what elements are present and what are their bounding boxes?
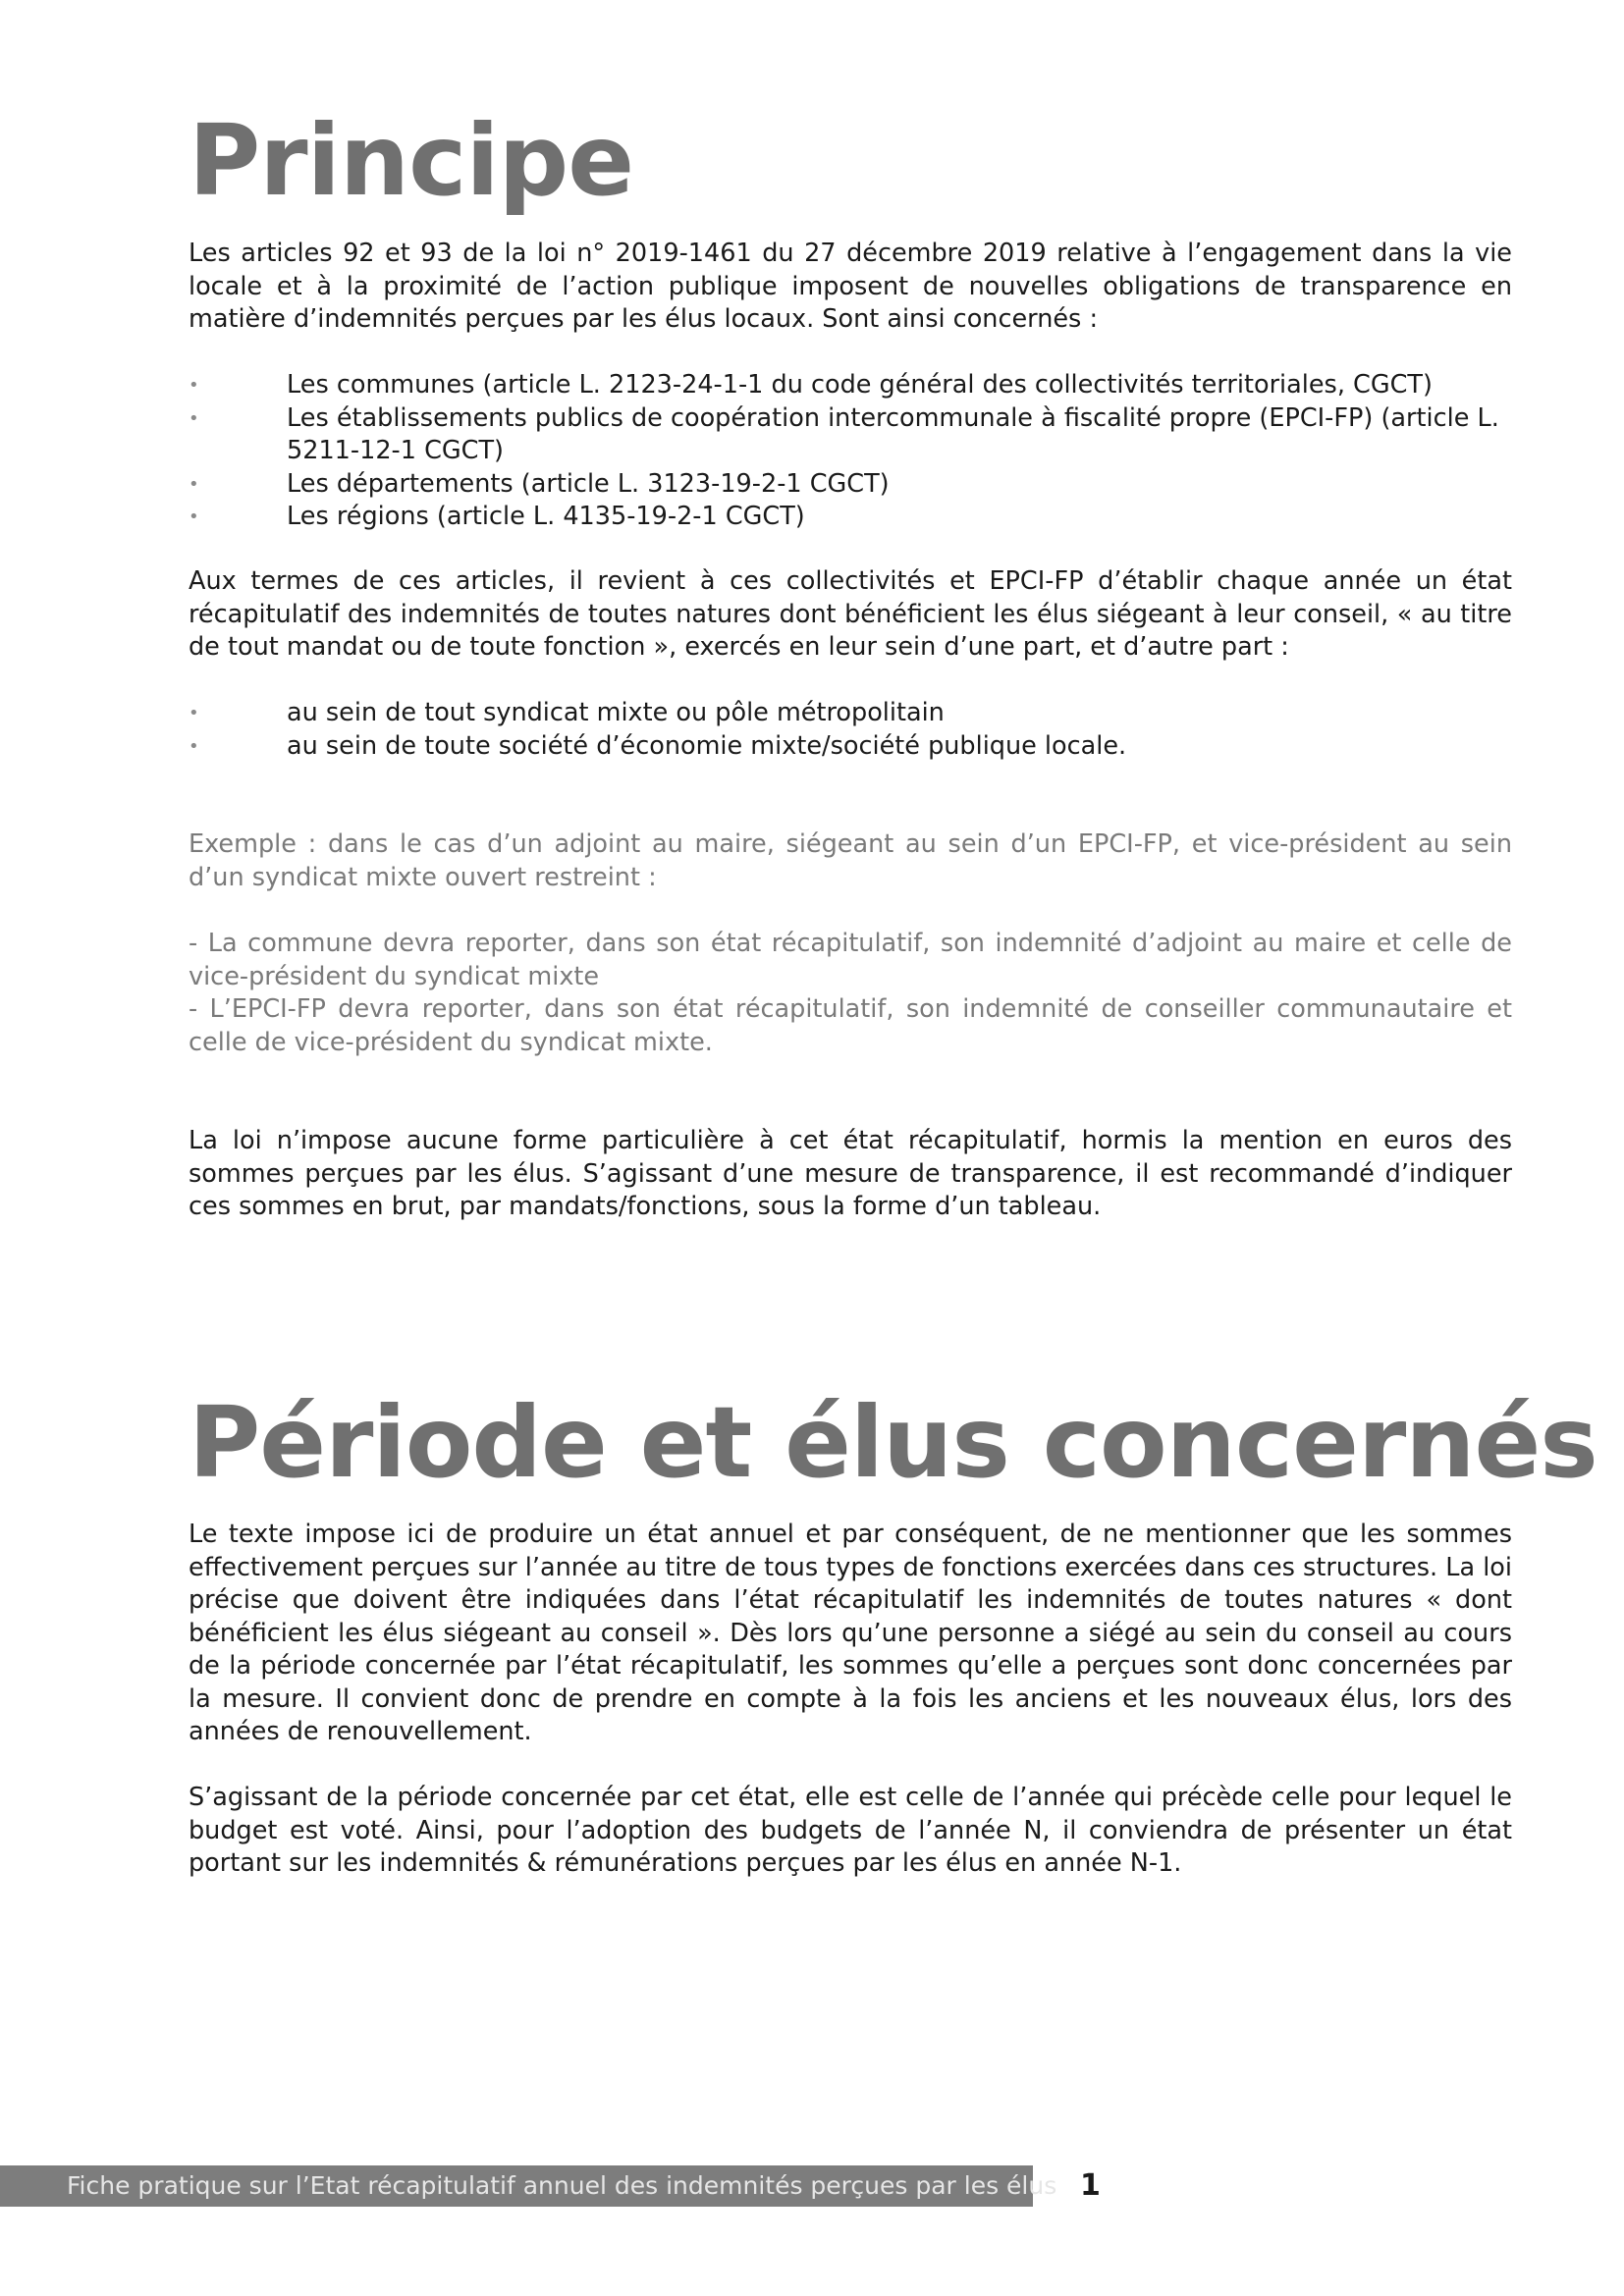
bullet-icon: • bbox=[189, 375, 199, 396]
example-epci: - L’EPCI-FP devra reporter, dans son état récapitulatif, son indemnité de conseiller communautaire et celle de vice-président du syndicat mixte. bbox=[189, 994, 1512, 1057]
list-item: • Les régions (article L. 4135-19-2-1 CGCT) bbox=[189, 501, 1512, 534]
list-item: • Les établissements publics de coopération intercommunale à fiscalité propre (EPCI-FP) (article L. 5211-12-1 CGCT) bbox=[189, 402, 1499, 465]
bullet-icon: • bbox=[189, 703, 199, 723]
bullet-icon: • bbox=[189, 473, 199, 495]
principe-intro: Les articles 92 et 93 de la loi n° 2019-1461 du 27 décembre 2019 relative à l’engagement dans la vie locale et à la proximité de l’action publique imposent de nouvelles obligations de transparence en matière d’indemnités perçues par les élus locaux. Sont ainsi concernés : bbox=[189, 239, 1512, 334]
section-title-periode: Période et élus concernés bbox=[189, 1385, 1597, 1500]
periode-paragraph-2: S’agissant de la période concernée par cet état, elle est celle de l’année qui précède celle pour lequel le budget est voté. Ainsi, pour l’adoption des budgets de l’année N, il conviendra de présenter un état portant sur les indemnités & rémunérations perçues par les élus en année N-1. bbox=[189, 1783, 1512, 1878]
section-title-principe: Principe bbox=[189, 103, 634, 218]
periode-paragraph-1: Le texte impose ici de produire un état annuel et par conséquent, de ne mentionner que les sommes effectivement perçues sur l’année au titre de tous types de fonctions exercées dans ces structures. La loi précise que doivent être indiquées dans l’état récapitulatif les indemnités de toutes natures « dont bénéficient les élus siégeant au conseil ». Dès lors qu’une personne a siégé au sein du conseil au cours de la période concernée par l’état récapitulatif, les sommes qu’elle a perçues sont donc concernées par la mesure. Il convient donc de prendre en compte à la fois les anciens et les nouveaux élus, lors des années de renouvellement. bbox=[189, 1520, 1512, 1746]
footer-title: Fiche pratique sur l’Etat récapitulatif annuel des indemnités perçues par les élus bbox=[67, 2171, 1057, 2200]
within-list bbox=[189, 697, 1512, 763]
example-commune: - La commune devra reporter, dans son état récapitulatif, son indemnité d’adjoint au maire et celle de vice-président du syndicat mixte bbox=[189, 929, 1512, 991]
bullet-icon: • bbox=[189, 507, 199, 527]
principe-form: La loi n’impose aucune forme particulière à cet état récapitulatif, hormis la mention en euros des sommes perçues par les élus. S’agissant d’une mesure de transparence, il est recommandé d’indiquer ces sommes en brut, par mandats/fonctions, sous la forme d’un tableau. bbox=[189, 1126, 1512, 1221]
list-item: • au sein de toute société d’économie mixte/société publique locale. bbox=[189, 730, 1512, 764]
bullet-icon: • bbox=[189, 407, 199, 429]
concerned-list bbox=[189, 369, 1512, 534]
principe-terms: Aux termes de ces articles, il revient à ces collectivités et EPCI-FP d’établir chaque année un état récapitulatif des indemnités de toutes natures dont bénéficient les élus siégeant à leur conseil, « au titre de tout mandat ou de toute fonction », exercés en leur sein d’une part, et d’autre part : bbox=[189, 566, 1512, 662]
bullet-icon: • bbox=[189, 735, 199, 757]
list-item: • Les communes (article L. 2123-24-1-1 du code général des collectivités territoriales, CGCT) bbox=[189, 369, 1512, 402]
example-intro: Exemple : dans le cas d’un adjoint au maire, siégeant au sein d’un EPCI-FP, et vice-président au sein d’un syndicat mixte ouvert restreint : bbox=[189, 829, 1512, 892]
list-item: • au sein de tout syndicat mixte ou pôle métropolitain bbox=[189, 697, 1512, 730]
list-item: • Les départements (article L. 3123-19-2-1 CGCT) bbox=[189, 468, 1512, 502]
page-number: 1 bbox=[1080, 2168, 1101, 2203]
